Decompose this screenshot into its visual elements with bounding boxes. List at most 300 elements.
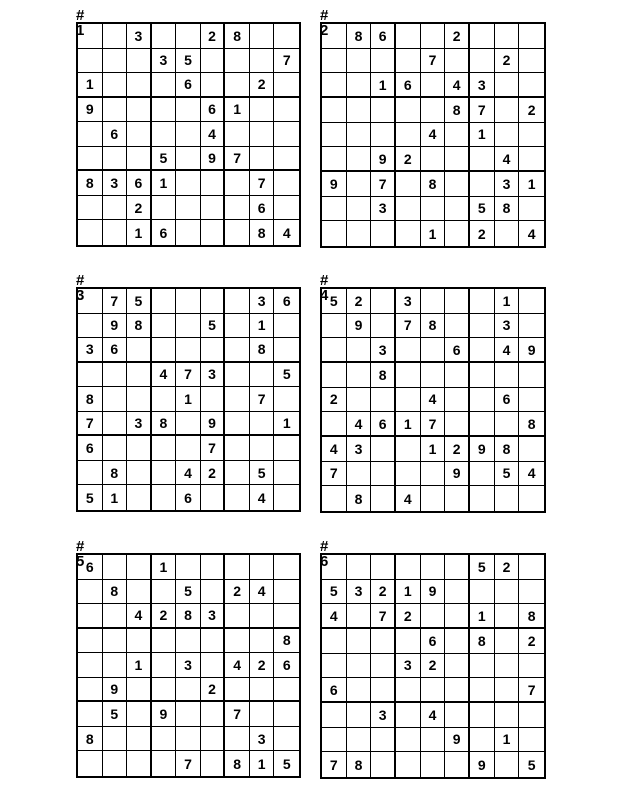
sudoku-cell[interactable] [470, 338, 495, 363]
sudoku-cell[interactable] [347, 555, 372, 580]
sudoku-cell[interactable] [470, 703, 495, 728]
sudoku-cell[interactable]: 6 [78, 555, 103, 580]
sudoku-cell[interactable] [519, 49, 544, 74]
sudoku-cell[interactable]: 7 [421, 49, 446, 74]
sudoku-cell[interactable]: 8 [127, 314, 152, 339]
sudoku-cell[interactable] [152, 436, 177, 461]
sudoku-cell[interactable]: 3 [396, 654, 421, 679]
sudoku-cell[interactable]: 1 [421, 221, 446, 246]
sudoku-cell[interactable]: 8 [103, 461, 128, 486]
sudoku-cell[interactable] [78, 580, 103, 605]
sudoku-cell[interactable]: 8 [250, 338, 275, 363]
sudoku-cell[interactable] [176, 289, 201, 314]
sudoku-cell[interactable] [274, 461, 299, 486]
sudoku-cell[interactable] [152, 653, 177, 678]
sudoku-cell[interactable] [519, 123, 544, 148]
sudoku-cell[interactable]: 8 [274, 629, 299, 654]
sudoku-cell[interactable]: 2 [225, 580, 250, 605]
sudoku-cell[interactable] [103, 363, 128, 388]
sudoku-cell[interactable] [396, 123, 421, 148]
sudoku-cell[interactable] [445, 580, 470, 605]
sudoku-cell[interactable] [396, 678, 421, 703]
sudoku-cell[interactable] [127, 702, 152, 727]
sudoku-cell[interactable]: 1 [495, 289, 520, 314]
sudoku-cell[interactable] [421, 678, 446, 703]
sudoku-cell[interactable] [519, 147, 544, 172]
sudoku-cell[interactable] [274, 24, 299, 49]
sudoku-cell[interactable] [322, 221, 347, 246]
sudoku-cell[interactable] [495, 678, 520, 703]
sudoku-cell[interactable] [470, 412, 495, 437]
sudoku-cell[interactable]: 2 [445, 437, 470, 462]
sudoku-cell[interactable] [421, 197, 446, 222]
sudoku-cell[interactable] [347, 363, 372, 388]
sudoku-cell[interactable] [103, 147, 128, 172]
sudoku-cell[interactable]: 9 [519, 338, 544, 363]
sudoku-cell[interactable] [274, 171, 299, 196]
sudoku-cell[interactable] [421, 147, 446, 172]
sudoku-cell[interactable]: 5 [127, 289, 152, 314]
sudoku-cell[interactable]: 9 [445, 462, 470, 487]
sudoku-cell[interactable]: 1 [274, 412, 299, 437]
sudoku-cell[interactable] [445, 555, 470, 580]
sudoku-cell[interactable] [127, 338, 152, 363]
sudoku-cell[interactable] [371, 654, 396, 679]
sudoku-cell[interactable] [78, 604, 103, 629]
sudoku-cell[interactable] [396, 462, 421, 487]
sudoku-cell[interactable] [225, 436, 250, 461]
sudoku-cell[interactable]: 6 [250, 196, 275, 221]
sudoku-cell[interactable] [152, 751, 177, 776]
sudoku-cell[interactable] [225, 49, 250, 74]
sudoku-cell[interactable] [347, 49, 372, 74]
sudoku-cell[interactable] [103, 555, 128, 580]
sudoku-cell[interactable]: 2 [495, 49, 520, 74]
sudoku-cell[interactable] [371, 437, 396, 462]
sudoku-cell[interactable] [396, 197, 421, 222]
sudoku-cell[interactable]: 3 [250, 727, 275, 752]
sudoku-cell[interactable]: 7 [322, 462, 347, 487]
sudoku-cell[interactable] [274, 314, 299, 339]
sudoku-cell[interactable] [371, 289, 396, 314]
sudoku-cell[interactable]: 7 [78, 412, 103, 437]
sudoku-cell[interactable] [470, 678, 495, 703]
sudoku-cell[interactable] [495, 752, 520, 777]
sudoku-cell[interactable] [127, 73, 152, 98]
sudoku-cell[interactable]: 2 [201, 461, 226, 486]
sudoku-cell[interactable]: 3 [495, 172, 520, 197]
sudoku-cell[interactable]: 1 [152, 555, 177, 580]
sudoku-cell[interactable]: 1 [176, 387, 201, 412]
sudoku-cell[interactable] [445, 289, 470, 314]
sudoku-cell[interactable]: 3 [201, 604, 226, 629]
sudoku-cell[interactable]: 5 [250, 461, 275, 486]
sudoku-cell[interactable] [250, 147, 275, 172]
sudoku-cell[interactable] [371, 314, 396, 339]
sudoku-cell[interactable] [250, 555, 275, 580]
sudoku-cell[interactable] [127, 49, 152, 74]
sudoku-cell[interactable] [470, 728, 495, 753]
sudoku-cell[interactable] [322, 197, 347, 222]
sudoku-cell[interactable]: 9 [470, 437, 495, 462]
sudoku-cell[interactable] [347, 388, 372, 413]
sudoku-cell[interactable]: 4 [322, 437, 347, 462]
sudoku-cell[interactable] [152, 24, 177, 49]
sudoku-cell[interactable]: 1 [470, 123, 495, 148]
sudoku-cell[interactable]: 6 [176, 73, 201, 98]
sudoku-cell[interactable]: 4 [445, 73, 470, 98]
sudoku-cell[interactable]: 5 [470, 555, 495, 580]
sudoku-cell[interactable]: 2 [470, 221, 495, 246]
sudoku-cell[interactable]: 4 [421, 703, 446, 728]
sudoku-cell[interactable]: 8 [371, 363, 396, 388]
sudoku-cell[interactable] [519, 197, 544, 222]
sudoku-cell[interactable]: 5 [274, 363, 299, 388]
sudoku-cell[interactable] [445, 752, 470, 777]
sudoku-cell[interactable] [176, 24, 201, 49]
sudoku-cell[interactable] [445, 604, 470, 629]
sudoku-cell[interactable] [152, 678, 177, 703]
sudoku-cell[interactable] [371, 123, 396, 148]
sudoku-cell[interactable]: 5 [527, 756, 536, 773]
sudoku-cell[interactable]: 6 [371, 24, 396, 49]
sudoku-cell[interactable] [176, 314, 201, 339]
sudoku-cell[interactable] [201, 196, 226, 221]
sudoku-cell[interactable]: 2 [201, 24, 226, 49]
sudoku-cell[interactable] [445, 147, 470, 172]
sudoku-cell[interactable] [127, 485, 152, 510]
sudoku-cell[interactable] [347, 629, 372, 654]
sudoku-cell[interactable] [322, 654, 347, 679]
sudoku-cell[interactable]: 4 [421, 388, 446, 413]
sudoku-cell[interactable]: 6 [445, 338, 470, 363]
sudoku-cell[interactable] [201, 485, 226, 510]
sudoku-cell[interactable] [347, 338, 372, 363]
sudoku-cell[interactable] [274, 196, 299, 221]
sudoku-cell[interactable]: 1 [152, 171, 177, 196]
sudoku-cell[interactable] [495, 98, 520, 123]
sudoku-cell[interactable] [371, 486, 396, 511]
sudoku-cell[interactable]: 6 [322, 678, 347, 703]
sudoku-cell[interactable] [445, 486, 470, 511]
sudoku-cell[interactable]: 8 [519, 604, 544, 629]
sudoku-cell[interactable] [225, 122, 250, 147]
sudoku-cell[interactable]: 7 [371, 172, 396, 197]
sudoku-cell[interactable] [519, 289, 544, 314]
sudoku-cell[interactable] [201, 220, 226, 245]
sudoku-cell[interactable]: 1 [495, 728, 520, 753]
sudoku-cell[interactable] [445, 314, 470, 339]
sudoku-cell[interactable] [127, 629, 152, 654]
sudoku-cell[interactable] [396, 629, 421, 654]
sudoku-cell[interactable]: 9 [78, 98, 103, 123]
sudoku-cell[interactable]: 4 [519, 462, 544, 487]
sudoku-cell[interactable]: 4 [347, 412, 372, 437]
sudoku-cell[interactable] [322, 73, 347, 98]
sudoku-cell[interactable] [445, 703, 470, 728]
sudoku-cell[interactable] [78, 314, 103, 339]
sudoku-cell[interactable] [495, 580, 520, 605]
sudoku-cell[interactable] [347, 654, 372, 679]
sudoku-cell[interactable]: 2 [519, 98, 544, 123]
sudoku-cell[interactable]: 2 [371, 580, 396, 605]
sudoku-cell[interactable] [225, 629, 250, 654]
sudoku-cell[interactable]: 5 [152, 147, 177, 172]
sudoku-cell[interactable] [470, 654, 495, 679]
sudoku-cell[interactable] [127, 387, 152, 412]
sudoku-cell[interactable] [371, 555, 396, 580]
sudoku-cell[interactable] [495, 604, 520, 629]
sudoku-cell[interactable]: 5 [103, 702, 128, 727]
sudoku-cell[interactable]: 4 [127, 604, 152, 629]
sudoku-cell[interactable] [322, 24, 347, 49]
sudoku-cell[interactable]: 7 [322, 752, 347, 777]
sudoku-cell[interactable] [396, 437, 421, 462]
sudoku-cell[interactable] [274, 604, 299, 629]
sudoku-cell[interactable]: 1 [127, 220, 152, 245]
sudoku-cell[interactable]: 8 [152, 412, 177, 437]
sudoku-cell[interactable] [421, 752, 446, 777]
sudoku-cell[interactable]: 5 [78, 485, 103, 510]
sudoku-cell[interactable] [127, 555, 152, 580]
sudoku-cell[interactable] [445, 388, 470, 413]
sudoku-cell[interactable]: 3 [371, 197, 396, 222]
sudoku-cell[interactable] [396, 388, 421, 413]
sudoku-cell[interactable] [421, 338, 446, 363]
sudoku-cell[interactable] [445, 221, 470, 246]
sudoku-cell[interactable] [152, 73, 177, 98]
sudoku-cell[interactable]: 1 [396, 412, 421, 437]
sudoku-cell[interactable] [201, 289, 226, 314]
sudoku-cell[interactable] [225, 555, 250, 580]
sudoku-cell[interactable] [347, 123, 372, 148]
sudoku-cell[interactable] [470, 462, 495, 487]
sudoku-cell[interactable] [371, 388, 396, 413]
sudoku-cell[interactable] [103, 604, 128, 629]
sudoku-cell[interactable] [201, 73, 226, 98]
sudoku-cell[interactable] [519, 314, 544, 339]
sudoku-cell[interactable] [176, 555, 201, 580]
sudoku-cell[interactable] [176, 98, 201, 123]
sudoku-cell[interactable] [371, 752, 396, 777]
sudoku-cell[interactable] [495, 703, 520, 728]
sudoku-cell[interactable] [103, 436, 128, 461]
sudoku-cell[interactable] [322, 486, 347, 511]
sudoku-cell[interactable]: 4 [250, 485, 275, 510]
sudoku-cell[interactable] [470, 172, 495, 197]
sudoku-cell[interactable] [274, 702, 299, 727]
sudoku-cell[interactable] [495, 123, 520, 148]
sudoku-cell[interactable] [421, 98, 446, 123]
sudoku-cell[interactable] [396, 703, 421, 728]
sudoku-cell[interactable] [78, 629, 103, 654]
sudoku-cell[interactable] [519, 363, 544, 388]
sudoku-cell[interactable]: 9 [371, 147, 396, 172]
sudoku-cell[interactable]: 6 [176, 485, 201, 510]
sudoku-cell[interactable] [225, 289, 250, 314]
sudoku-cell[interactable]: 9 [103, 678, 128, 703]
sudoku-cell[interactable]: 6 [78, 436, 103, 461]
sudoku-cell[interactable]: 7 [421, 412, 446, 437]
sudoku-cell[interactable] [519, 24, 544, 49]
sudoku-cell[interactable] [274, 73, 299, 98]
sudoku-cell[interactable]: 4 [396, 486, 421, 511]
sudoku-cell[interactable] [519, 555, 544, 580]
sudoku-cell[interactable]: 3 [470, 73, 495, 98]
sudoku-cell[interactable] [225, 220, 250, 245]
sudoku-cell[interactable] [495, 654, 520, 679]
sudoku-cell[interactable]: 3 [103, 171, 128, 196]
sudoku-cell[interactable] [78, 461, 103, 486]
sudoku-cell[interactable]: 5 [322, 289, 347, 314]
sudoku-cell[interactable] [347, 172, 372, 197]
sudoku-cell[interactable] [103, 387, 128, 412]
sudoku-cell[interactable] [274, 436, 299, 461]
sudoku-cell[interactable]: 3 [396, 289, 421, 314]
sudoku-cell[interactable]: 7 [250, 171, 275, 196]
sudoku-cell[interactable] [519, 437, 544, 462]
sudoku-cell[interactable]: 7 [176, 751, 201, 776]
sudoku-cell[interactable] [445, 123, 470, 148]
sudoku-cell[interactable] [152, 314, 177, 339]
sudoku-cell[interactable] [445, 654, 470, 679]
sudoku-cell[interactable] [322, 98, 347, 123]
sudoku-cell[interactable]: 7 [201, 436, 226, 461]
sudoku-cell[interactable] [201, 653, 226, 678]
sudoku-cell[interactable] [250, 678, 275, 703]
sudoku-cell[interactable]: 2 [396, 604, 421, 629]
sudoku-cell[interactable] [78, 147, 103, 172]
sudoku-cell[interactable]: 7 [250, 387, 275, 412]
sudoku-cell[interactable] [519, 486, 544, 511]
sudoku-cell[interactable] [396, 363, 421, 388]
sudoku-cell[interactable] [250, 604, 275, 629]
sudoku-cell[interactable] [445, 49, 470, 74]
sudoku-cell[interactable] [78, 702, 103, 727]
sudoku-cell[interactable]: 8 [495, 437, 520, 462]
sudoku-cell[interactable] [274, 727, 299, 752]
sudoku-cell[interactable]: 8 [421, 314, 446, 339]
sudoku-cell[interactable]: 1 [250, 751, 275, 776]
sudoku-cell[interactable]: 7 [225, 702, 250, 727]
sudoku-cell[interactable] [347, 221, 372, 246]
sudoku-cell[interactable] [421, 363, 446, 388]
sudoku-cell[interactable]: 8 [250, 220, 275, 245]
sudoku-cell[interactable]: 4 [495, 147, 520, 172]
sudoku-cell[interactable]: 2 [495, 555, 520, 580]
sudoku-cell[interactable] [201, 727, 226, 752]
sudoku-cell[interactable]: 3 [371, 703, 396, 728]
sudoku-cell[interactable]: 6 [495, 388, 520, 413]
sudoku-cell[interactable]: 5 [322, 580, 347, 605]
sudoku-cell[interactable]: 1 [250, 314, 275, 339]
sudoku-cell[interactable] [322, 363, 347, 388]
sudoku-cell[interactable]: 1 [470, 604, 495, 629]
sudoku-cell[interactable]: 6 [201, 98, 226, 123]
sudoku-cell[interactable] [519, 728, 544, 753]
sudoku-cell[interactable]: 8 [421, 172, 446, 197]
sudoku-cell[interactable]: 4 [201, 122, 226, 147]
sudoku-cell[interactable]: 3 [127, 24, 152, 49]
sudoku-cell[interactable] [103, 727, 128, 752]
sudoku-cell[interactable] [250, 24, 275, 49]
sudoku-cell[interactable] [470, 580, 495, 605]
sudoku-cell[interactable]: 3 [201, 363, 226, 388]
sudoku-cell[interactable] [396, 98, 421, 123]
sudoku-cell[interactable] [127, 727, 152, 752]
sudoku-cell[interactable] [250, 702, 275, 727]
sudoku-cell[interactable] [78, 289, 103, 314]
sudoku-cell[interactable]: 8 [176, 604, 201, 629]
sudoku-cell[interactable] [225, 171, 250, 196]
sudoku-cell[interactable] [347, 98, 372, 123]
sudoku-cell[interactable] [152, 289, 177, 314]
sudoku-cell[interactable] [127, 751, 152, 776]
sudoku-cell[interactable] [201, 580, 226, 605]
sudoku-cell[interactable] [103, 98, 128, 123]
sudoku-cell[interactable] [201, 338, 226, 363]
sudoku-cell[interactable] [519, 580, 544, 605]
sudoku-cell[interactable] [396, 172, 421, 197]
sudoku-cell[interactable] [347, 604, 372, 629]
sudoku-cell[interactable]: 8 [470, 629, 495, 654]
sudoku-cell[interactable] [176, 702, 201, 727]
sudoku-cell[interactable]: 2 [201, 678, 226, 703]
sudoku-cell[interactable] [78, 751, 103, 776]
sudoku-cell[interactable]: 9 [445, 728, 470, 753]
sudoku-cell[interactable] [470, 363, 495, 388]
sudoku-cell[interactable] [250, 412, 275, 437]
sudoku-cell[interactable]: 9 [152, 702, 177, 727]
sudoku-cell[interactable] [322, 314, 347, 339]
sudoku-cell[interactable]: 4 [282, 224, 291, 241]
sudoku-cell[interactable] [225, 727, 250, 752]
sudoku-cell[interactable] [225, 363, 250, 388]
sudoku-cell[interactable] [152, 387, 177, 412]
sudoku-cell[interactable] [127, 98, 152, 123]
sudoku-cell[interactable] [78, 220, 103, 245]
sudoku-cell[interactable]: 1 [519, 172, 544, 197]
sudoku-cell[interactable] [519, 654, 544, 679]
sudoku-cell[interactable] [127, 122, 152, 147]
sudoku-cell[interactable] [371, 462, 396, 487]
sudoku-cell[interactable] [152, 122, 177, 147]
sudoku-cell[interactable] [347, 197, 372, 222]
sudoku-cell[interactable] [421, 289, 446, 314]
sudoku-cell[interactable] [274, 555, 299, 580]
sudoku-cell[interactable] [103, 24, 128, 49]
sudoku-cell[interactable] [421, 555, 446, 580]
sudoku-cell[interactable] [470, 147, 495, 172]
sudoku-cell[interactable] [250, 436, 275, 461]
sudoku-cell[interactable]: 5 [176, 49, 201, 74]
sudoku-cell[interactable]: 2 [250, 73, 275, 98]
sudoku-cell[interactable]: 4 [527, 225, 536, 242]
sudoku-cell[interactable] [396, 752, 421, 777]
sudoku-cell[interactable] [225, 196, 250, 221]
sudoku-cell[interactable]: 7 [225, 147, 250, 172]
sudoku-cell[interactable] [176, 220, 201, 245]
sudoku-cell[interactable] [225, 461, 250, 486]
sudoku-cell[interactable] [103, 412, 128, 437]
sudoku-cell[interactable] [396, 338, 421, 363]
sudoku-cell[interactable] [421, 24, 446, 49]
sudoku-cell[interactable] [176, 678, 201, 703]
sudoku-cell[interactable] [176, 147, 201, 172]
sudoku-cell[interactable]: 3 [176, 653, 201, 678]
sudoku-cell[interactable] [495, 363, 520, 388]
sudoku-cell[interactable]: 5 [282, 755, 291, 772]
